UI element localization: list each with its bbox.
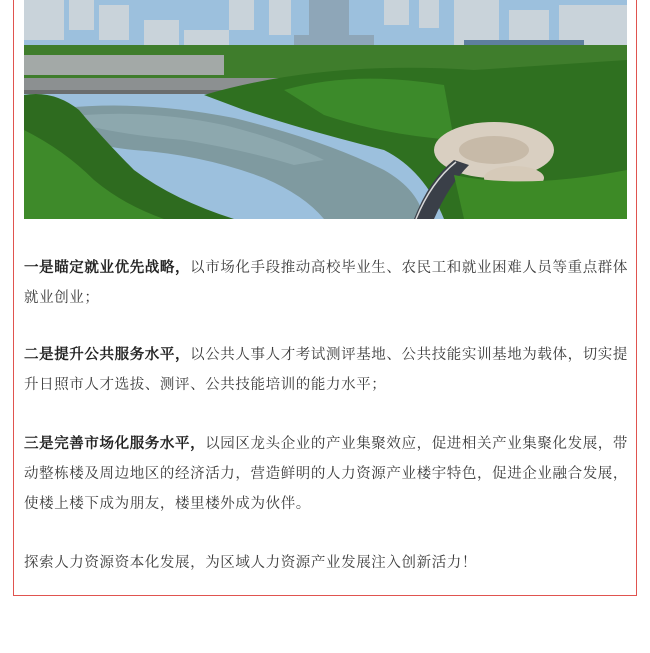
paragraph-lead: 二是提升公共服务水平， (24, 347, 191, 363)
paragraph-body: 探索人力资源资本化发展，为区域人力资源产业发展注入创新活力！ (24, 555, 477, 571)
paragraph-public-service (24, 340, 629, 400)
paragraph-lead: 一是瞄定就业优先战略， (24, 260, 191, 276)
paragraph-body: 以园区龙头企业的产业集聚效应，促进相关产业集聚化发展，带动整栋楼及周边地区的经济活力，营造鲜明的人力资源产业楼宇特色，促进企业融合发展，使楼上楼下成为朋友，楼里楼外成为伙伴。 (24, 436, 629, 512)
paragraph-market-service (24, 429, 629, 519)
paragraph-employment-priority (24, 253, 629, 313)
city-park-photo (24, 0, 627, 219)
paragraph-body: 以市场化手段推动高校毕业生、农民工和就业困难人员等重点群体就业创业； (24, 260, 629, 306)
paragraph-closing (24, 548, 629, 578)
paragraph-body: 以公共人事人才考试测评基地、公共技能实训基地为载体，切实提升日照市人才选拔、测评、公共技能培训的能力水平； (24, 347, 629, 393)
paragraph-lead: 三是完善市场化服务水平， (24, 436, 206, 452)
